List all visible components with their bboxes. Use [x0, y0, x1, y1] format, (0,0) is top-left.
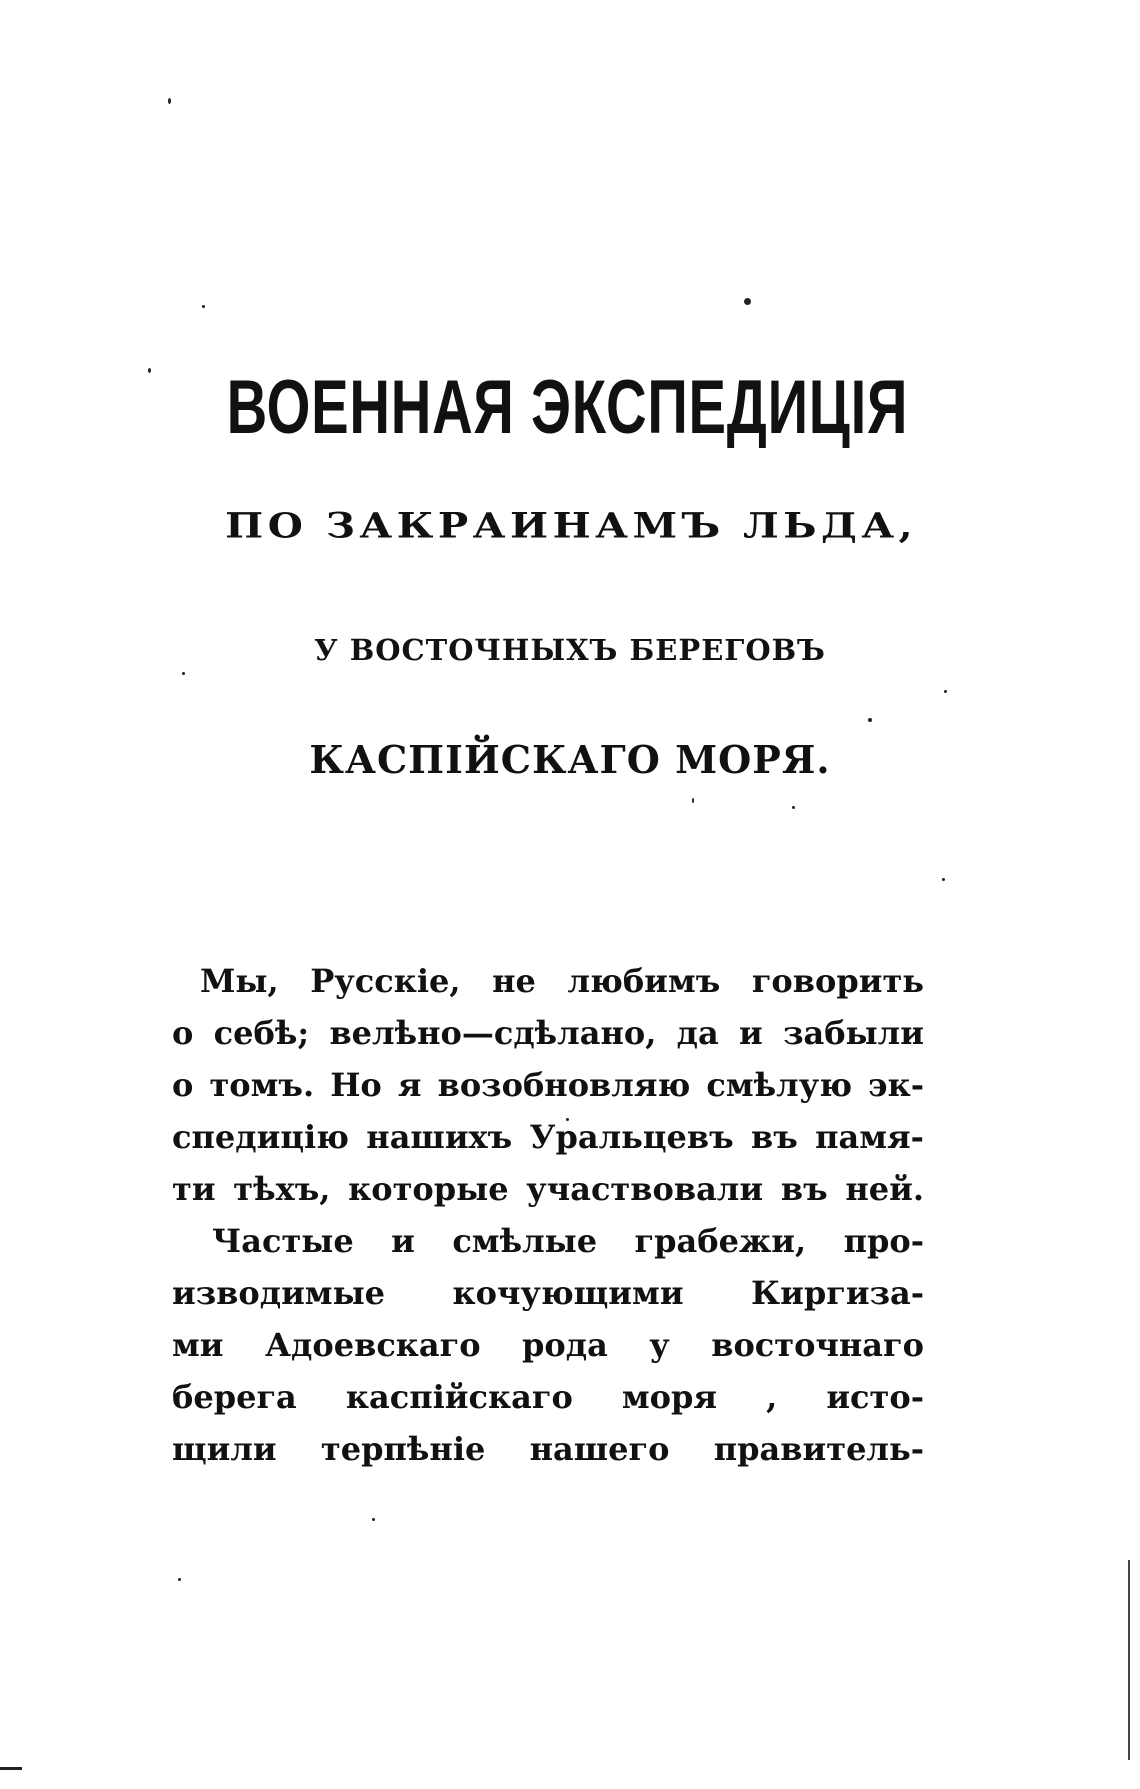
word: Частые: [212, 1222, 354, 1260]
word: велѣно—сдѣлано,: [329, 1014, 657, 1052]
word: да: [676, 1014, 719, 1052]
word: изводимые: [172, 1274, 386, 1312]
text-line: [172, 1319, 924, 1371]
word: Мы,: [200, 962, 279, 1000]
word: о: [172, 1066, 194, 1104]
scan-speck: [942, 878, 945, 881]
word: правитель-: [713, 1430, 924, 1468]
word: рода: [522, 1326, 608, 1364]
word: ми: [172, 1326, 224, 1364]
word: эк-: [868, 1066, 924, 1104]
word: моря: [621, 1378, 718, 1416]
title-line-4: КАСПІЙСКАГО МОРЯ.: [309, 737, 831, 782]
scan-speck: [792, 806, 795, 809]
word: участвовали: [526, 1170, 764, 1208]
word: въ: [780, 1170, 828, 1208]
word: ти: [172, 1170, 216, 1208]
word: ней.: [845, 1170, 924, 1208]
word: ,: [766, 1378, 778, 1416]
scan-speck: [692, 798, 694, 803]
word: тѣхъ,: [233, 1170, 331, 1208]
word: Адоевскаго: [264, 1326, 481, 1364]
text-line: [172, 955, 924, 1007]
word: исто-: [826, 1378, 924, 1416]
word: говорить: [751, 962, 924, 1000]
word: себѣ;: [213, 1014, 310, 1052]
scan-speck: [178, 1578, 181, 1581]
word: и: [739, 1014, 763, 1052]
text-line: [172, 1059, 924, 1111]
scan-speck: [944, 690, 947, 693]
word: смѣлую: [706, 1066, 853, 1104]
title-line-2: ПО ЗАКРАИНАМЪ ЛЬДА,: [225, 505, 918, 546]
word: Уральцевъ: [529, 1118, 734, 1156]
text-line: [172, 1111, 924, 1163]
word: у: [649, 1326, 670, 1364]
scan-speck: [202, 305, 205, 308]
corner-mark: [0, 1767, 22, 1770]
word: Русскіе,: [310, 962, 461, 1000]
word: про-: [843, 1222, 924, 1260]
text-line: [172, 1371, 924, 1423]
word: восточнаго: [711, 1326, 924, 1364]
word: щили: [172, 1430, 277, 1468]
word: грабежи,: [634, 1222, 807, 1260]
scan-speck: [372, 1518, 375, 1521]
title-line-3: У ВОСТОЧНЫХЪ БЕРЕГОВЪ: [314, 633, 826, 667]
text-line: [172, 1267, 924, 1319]
word: которые: [348, 1170, 509, 1208]
scan-speck: [868, 718, 872, 722]
word: нашего: [529, 1430, 670, 1468]
body-text: [172, 955, 924, 1475]
word: терпѣніе: [320, 1430, 486, 1468]
word: нашихъ: [366, 1118, 513, 1156]
text-line: [172, 1163, 924, 1215]
word: Киргиза-: [751, 1274, 924, 1312]
word: Но: [330, 1066, 382, 1104]
word: томъ.: [209, 1066, 315, 1104]
word: кочующими: [452, 1274, 684, 1312]
word: любимъ: [567, 962, 721, 1000]
word: берега: [172, 1378, 297, 1416]
text-line: [172, 1215, 924, 1267]
word: о: [172, 1014, 194, 1052]
page-edge-line: [1128, 1560, 1130, 1760]
scan-speck: [182, 672, 185, 675]
word: каспійскаго: [345, 1378, 573, 1416]
text-line: [172, 1007, 924, 1059]
title-line-1: ВОЕННАЯ ЭКСПЕДИЦІЯ: [226, 365, 909, 450]
text-line: [172, 1423, 924, 1475]
word: въ: [750, 1118, 798, 1156]
word: смѣлые: [452, 1222, 598, 1260]
word: я: [397, 1066, 422, 1104]
word: не: [492, 962, 536, 1000]
word: забыли: [783, 1014, 924, 1052]
word: спедицію: [172, 1118, 349, 1156]
word: памя-: [815, 1118, 924, 1156]
scan-speck: [168, 98, 171, 104]
scan-speck: [744, 298, 751, 305]
word: возобновляю: [437, 1066, 691, 1104]
word: и: [391, 1222, 415, 1260]
